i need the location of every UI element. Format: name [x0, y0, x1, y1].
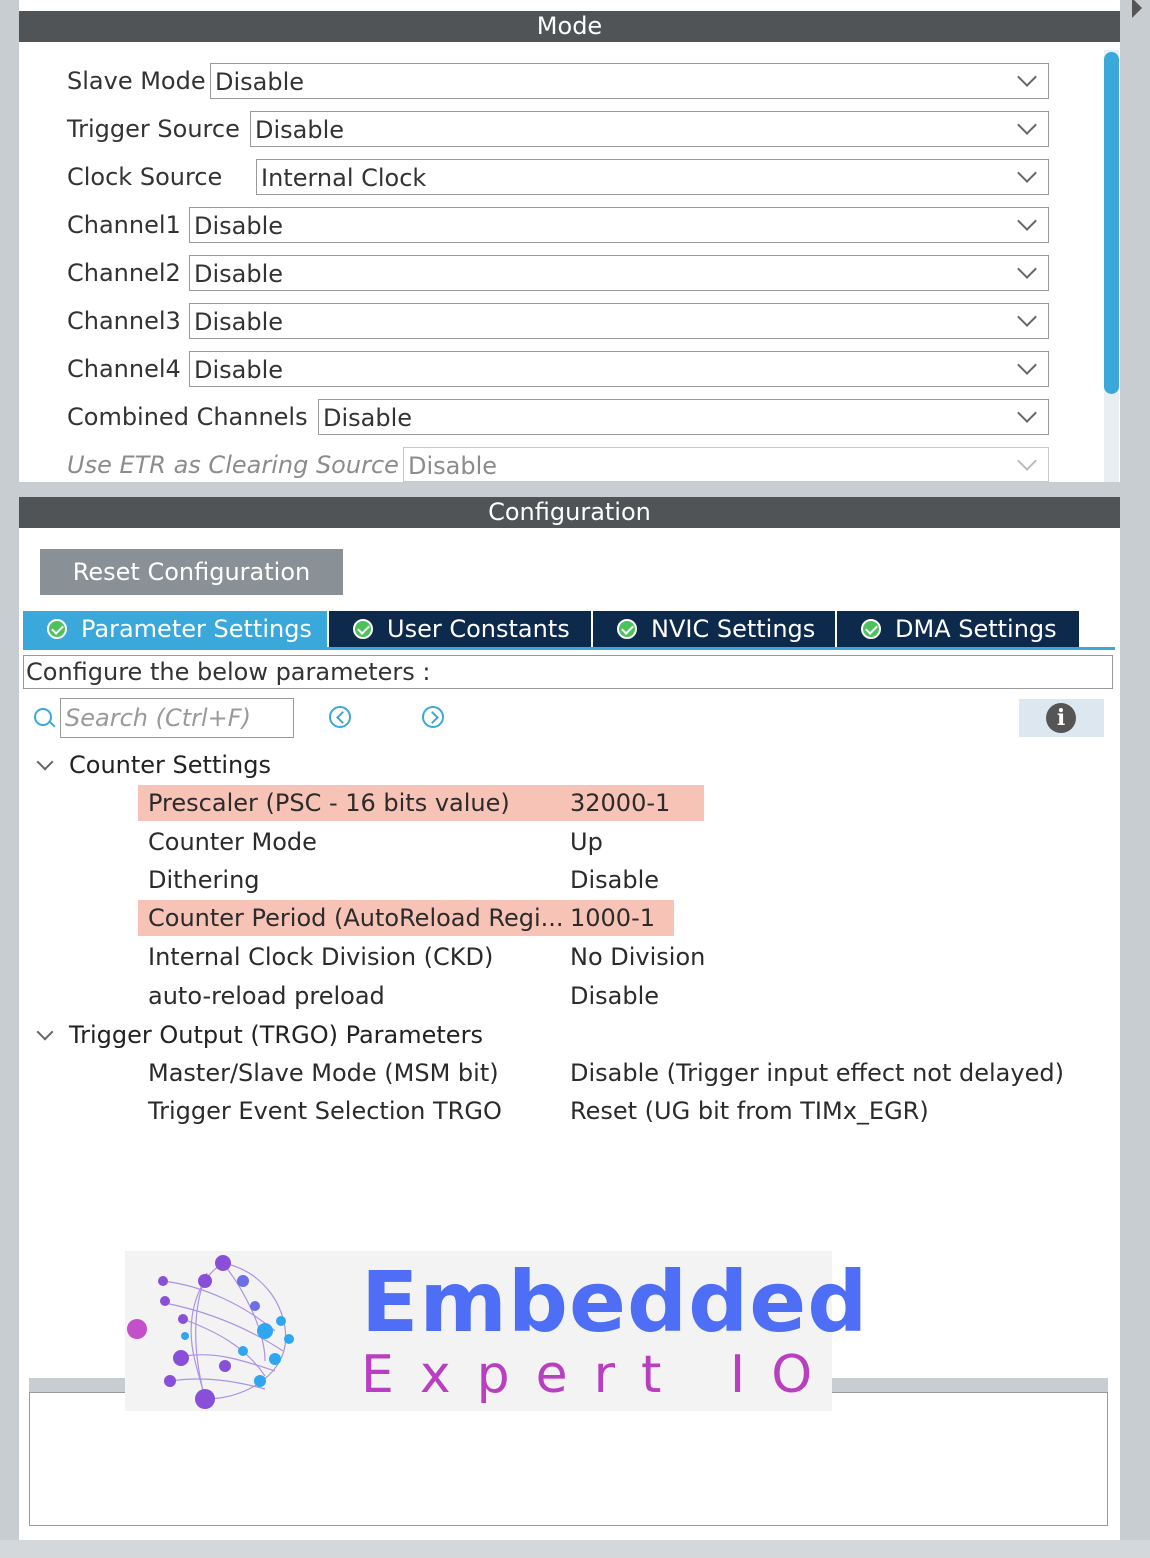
- tab-label: User Constants: [387, 615, 570, 643]
- chevron-down-icon: [1017, 211, 1037, 231]
- param-row-prescaler[interactable]: [138, 785, 704, 821]
- param-value[interactable]: 32000-1: [570, 789, 671, 817]
- configure-instructions: Configure the below parameters :: [23, 655, 1113, 689]
- channel3-value: Disable: [194, 308, 284, 336]
- previous-match-icon[interactable]: [329, 706, 351, 728]
- param-value[interactable]: No Division: [570, 943, 706, 971]
- chevron-down-icon[interactable]: [37, 1024, 54, 1041]
- clock-source-value: Internal Clock: [261, 164, 427, 192]
- mode-row-channel1: [67, 206, 187, 244]
- logo-word-expert-io: Expert IO: [361, 1345, 839, 1405]
- param-row-counter-mode[interactable]: [138, 824, 704, 860]
- check-circle-icon: [353, 619, 373, 639]
- mode-row-channel2: [67, 254, 187, 292]
- use-etr-label: Use ETR as Clearing Source: [67, 451, 399, 479]
- window-frame-bottom: [0, 1540, 1150, 1558]
- logo-word-embedded: Embedded: [361, 1253, 869, 1351]
- search-input[interactable]: [60, 698, 294, 738]
- use-etr-select[interactable]: [403, 447, 1049, 482]
- param-row-msm[interactable]: [138, 1055, 1098, 1091]
- clock-source-label: Clock Source: [67, 163, 223, 191]
- param-row-clock-division[interactable]: [138, 939, 704, 975]
- param-name: Internal Clock Division (CKD): [148, 943, 494, 971]
- tab-user-constants[interactable]: [329, 611, 591, 647]
- tab-parameter-settings[interactable]: [23, 611, 327, 647]
- param-value[interactable]: 1000-1: [570, 904, 656, 932]
- channel1-select[interactable]: [189, 207, 1049, 243]
- param-name: Trigger Event Selection TRGO: [148, 1097, 502, 1125]
- param-name: Counter Mode: [148, 828, 317, 856]
- param-value[interactable]: Disable: [570, 982, 660, 1010]
- param-name: Master/Slave Mode (MSM bit): [148, 1059, 499, 1087]
- configuration-panel-header: Configuration: [19, 497, 1120, 528]
- network-globe-icon: [125, 1251, 315, 1411]
- collapse-arrow-icon[interactable]: [1132, 0, 1142, 18]
- chevron-down-icon: [1017, 115, 1037, 135]
- group-title: Counter Settings: [69, 751, 271, 779]
- mode-row-channel3: [67, 302, 187, 340]
- channel3-select[interactable]: [189, 303, 1049, 339]
- channel1-label: Channel1: [67, 211, 181, 239]
- param-value[interactable]: Reset (UG bit from TIMx_EGR): [570, 1097, 929, 1125]
- group-counter-settings[interactable]: [35, 746, 271, 784]
- chevron-down-icon: [1017, 67, 1037, 87]
- check-circle-icon: [861, 619, 881, 639]
- param-name: auto-reload preload: [148, 982, 385, 1010]
- mode-row-clock-source: [67, 158, 228, 196]
- param-row-auto-reload-preload[interactable]: [138, 978, 704, 1014]
- param-row-counter-period[interactable]: [138, 900, 674, 936]
- mode-row-combined-channels: [67, 398, 314, 436]
- param-row-dithering[interactable]: [138, 862, 704, 898]
- channel2-label: Channel2: [67, 259, 181, 287]
- channel4-select[interactable]: [189, 351, 1049, 387]
- param-value[interactable]: Up: [570, 828, 603, 856]
- param-name: Dithering: [148, 866, 260, 894]
- trigger-source-select[interactable]: [250, 111, 1049, 147]
- use-etr-value: Disable: [408, 452, 498, 480]
- clock-source-select[interactable]: [256, 159, 1049, 195]
- window-frame-right: [1120, 0, 1150, 1558]
- mode-panel-header: Mode: [19, 11, 1120, 42]
- config-tabs: [23, 611, 1081, 647]
- reset-configuration-button[interactable]: Reset Configuration: [40, 549, 343, 595]
- trigger-source-value: Disable: [255, 116, 345, 144]
- trigger-source-label: Trigger Source: [67, 115, 240, 143]
- group-title: Trigger Output (TRGO) Parameters: [69, 1021, 483, 1049]
- chevron-down-icon[interactable]: [37, 754, 54, 771]
- chevron-down-icon: [1017, 403, 1037, 423]
- tab-nvic-settings[interactable]: [593, 611, 835, 647]
- mode-row-trigger-source: [67, 110, 246, 148]
- param-name: Counter Period (AutoReload Regi...: [148, 904, 564, 932]
- chevron-down-icon: [1017, 259, 1037, 279]
- tab-dma-settings[interactable]: [837, 611, 1079, 647]
- mode-row-channel4: [67, 350, 187, 388]
- slave-mode-select[interactable]: [210, 63, 1049, 99]
- channel2-select[interactable]: [189, 255, 1049, 291]
- channel4-label: Channel4: [67, 355, 181, 383]
- channel4-value: Disable: [194, 356, 284, 384]
- panel-splitter[interactable]: [19, 482, 1120, 497]
- param-value[interactable]: Disable (Trigger input effect not delayed): [570, 1059, 1064, 1087]
- slave-mode-label: Slave Mode: [67, 67, 206, 95]
- combined-channels-select[interactable]: [318, 399, 1049, 435]
- chevron-down-icon: [1017, 355, 1037, 375]
- tab-label: NVIC Settings: [651, 615, 816, 643]
- combined-channels-value: Disable: [323, 404, 413, 432]
- search-icon: [34, 708, 52, 726]
- combined-channels-label: Combined Channels: [67, 403, 308, 431]
- check-circle-icon: [617, 619, 637, 639]
- tab-label: DMA Settings: [895, 615, 1057, 643]
- group-trigger-output[interactable]: [35, 1016, 483, 1054]
- channel1-value: Disable: [194, 212, 284, 240]
- tab-underline: [23, 647, 1115, 650]
- param-row-trgo-selection[interactable]: [138, 1093, 1098, 1129]
- info-button[interactable]: [1019, 699, 1104, 737]
- embedded-expert-io-logo: [125, 1251, 869, 1411]
- channel2-value: Disable: [194, 260, 284, 288]
- param-name: Prescaler (PSC - 16 bits value): [148, 789, 510, 817]
- window-frame-left: [0, 0, 19, 1558]
- next-match-icon[interactable]: [422, 706, 444, 728]
- mode-scrollbar-thumb[interactable]: [1104, 52, 1119, 394]
- info-icon: i: [1046, 703, 1076, 733]
- description-panel: [29, 1392, 1108, 1526]
- mode-row-slave-mode: [67, 62, 212, 100]
- slave-mode-value: Disable: [215, 68, 305, 96]
- tab-label: Parameter Settings: [81, 615, 312, 643]
- param-value[interactable]: Disable: [570, 866, 660, 894]
- chevron-down-icon: [1017, 307, 1037, 327]
- mode-row-use-etr: [67, 446, 405, 484]
- chevron-down-icon: [1017, 451, 1037, 471]
- chevron-down-icon: [1017, 163, 1037, 183]
- channel3-label: Channel3: [67, 307, 181, 335]
- check-circle-icon: [47, 619, 67, 639]
